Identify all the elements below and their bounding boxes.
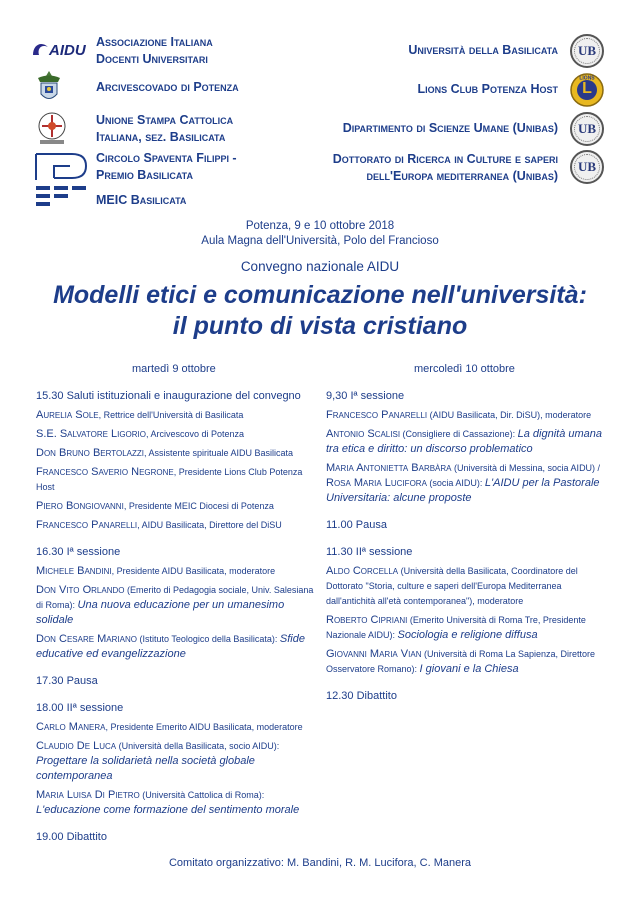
program-entry <box>36 701 318 716</box>
lions-logo-text: LIONS <box>579 75 595 82</box>
session-heading: 12.30 Dibattito <box>326 690 397 702</box>
speaker-name: Aldo Corcella <box>326 565 399 577</box>
program-entry <box>326 564 606 609</box>
speaker-affiliation: (Consigliere di Cassazione): <box>400 429 518 439</box>
program-entry <box>36 518 318 533</box>
program-entry <box>326 389 606 404</box>
program-entry <box>36 830 318 845</box>
speaker-affiliation: (Emerito Università di Roma Tre, Presidente Nazionale AIDU): <box>326 615 586 640</box>
org-arcivescovado: Arcivescovado di Potenza <box>96 80 239 94</box>
event-title-line2: il punto di vista cristiano <box>172 312 468 340</box>
talk-title: La dignità umana tra etica e diritto: un discorso problematico <box>326 428 603 455</box>
org-unibas: Università della Basilicata <box>408 43 558 57</box>
speaker-affiliation: (AIDU Basilicata, Dir. DiSU), moderatore <box>427 410 592 420</box>
speaker-affiliation: , Rettrice dell'Università di Basilicata <box>98 410 244 420</box>
event-venue: Aula Magna dell'Università, Polo del Francioso <box>201 235 439 247</box>
org-ucsi: Unione Stampa Cattolica Italiana, sez. Basilicata <box>96 113 234 144</box>
disu-seal-text: UB <box>577 121 597 136</box>
org-disu: Dipartimento di Scienze Umane (Unibas) <box>342 121 558 135</box>
program-entry <box>36 564 318 579</box>
svg-text:L: L <box>582 80 592 97</box>
program-entry <box>36 465 318 495</box>
speaker-name: Maria Antonietta Barbàra <box>326 462 452 474</box>
program-entry <box>326 408 606 423</box>
aidu-logo-text: AIDU <box>49 42 86 59</box>
dottorato-seal-text: UB <box>577 159 597 174</box>
speaker-name: Giovanni Maria Vian <box>326 648 422 660</box>
session-heading: 11.30 IIª sessione <box>326 546 413 558</box>
spavento-filippi-logo <box>32 150 90 212</box>
speaker-affiliation: (Università Cattolica di Roma): <box>139 790 265 800</box>
program-entry <box>36 446 318 461</box>
speaker-name: S.E. Salvatore Ligorio <box>36 428 146 440</box>
speaker-name: Francesco Saverio Negrone <box>36 466 174 478</box>
session-heading: 18.00 IIª sessione <box>36 702 124 714</box>
speaker-affiliation: , Presidente MEIC Diocesi di Potenza <box>123 501 274 511</box>
speaker-name: Rosa Maria Lucifora <box>326 477 427 489</box>
talk-title: Sfide educative ed evangelizzazione <box>36 633 305 660</box>
lions-club-logo <box>569 72 605 108</box>
speaker-name: Francesco Panarelli <box>326 409 428 421</box>
program-entry <box>326 427 606 457</box>
org-lions: Lions Club Potenza Host <box>417 82 558 96</box>
session-heading: 17.30 Pausa <box>36 675 98 687</box>
day2-label: mercoledì 10 ottobre <box>414 363 515 375</box>
program-entry <box>36 408 318 423</box>
program-entry <box>36 389 318 404</box>
speaker-name: Carlo Manera <box>36 721 106 733</box>
disu-seal-icon <box>570 112 604 146</box>
speaker-name: Antonio Scalisi <box>326 428 401 440</box>
program-entry <box>36 427 318 442</box>
speaker-affiliation: (Università della Basilicata, Coordinatore del Dottorato "Storia, culture e saperi dell'Europa Mediterranea dall'antichità all'età contemporanea"), moderatore <box>326 566 578 606</box>
speaker-affiliation: , Presidente Lions Club Potenza Host <box>36 467 303 492</box>
program-entry <box>326 545 606 560</box>
program-entry <box>36 674 318 689</box>
session-heading: 19.00 Dibattito <box>36 831 107 843</box>
talk-title: I giovani e la Chiesa <box>419 663 519 675</box>
talk-title: Sociologia e religione diffusa <box>397 629 538 641</box>
speaker-name: Michele Bandini <box>36 565 112 577</box>
program-entry <box>36 499 318 514</box>
speaker-affiliation: (Emerito di Pedagogia sociale, Univ. Salesiana di Roma): <box>36 585 314 610</box>
event-title <box>0 280 640 342</box>
program-entry <box>36 788 318 818</box>
session-heading: 11.00 Pausa <box>326 519 387 531</box>
org-dottorato: Dottorato di Ricerca in Culture e saperi dell'Europa mediterranea (Unibas) <box>332 152 558 183</box>
program-entry <box>326 647 606 677</box>
dottorato-seal-icon <box>570 150 604 184</box>
talk-title: L'AIDU per la Pastorale Universitaria: alcune proposte <box>326 477 600 504</box>
speaker-affiliation: (Istituto Teologico della Basilicata): <box>136 634 280 644</box>
organizing-committee: Comitato organizzativo: M. Bandini, R. M. Lucifora, C. Manera <box>168 857 471 869</box>
speaker-name: Don Cesare Mariano <box>36 633 137 645</box>
talk-title: L'educazione come formazione del sentimento morale <box>36 804 300 816</box>
day1-program <box>36 389 318 849</box>
event-title-line1: Modelli etici e comunicazione nell'università: <box>53 281 587 309</box>
unibas-seal-text: UB <box>577 43 597 58</box>
speaker-affiliation: (Università di Roma La Sapienza, Direttore Osservatore Romano): <box>326 649 596 674</box>
day1-label: martedì 9 ottobre <box>132 363 216 375</box>
speaker-name: Piero Bongiovanni <box>36 500 124 512</box>
event-date: Potenza, 9 e 10 ottobre 2018 <box>245 220 395 232</box>
session-heading: 16.30 Iª sessione <box>36 546 121 558</box>
speaker-affiliation: , Presidente AIDU Basilicata, moderatore <box>111 566 276 576</box>
program-entry <box>36 545 318 560</box>
talk-title: Una nuova educazione per un umanesimo solidale <box>36 599 285 626</box>
speaker-name: Roberto Cipriani <box>326 614 408 626</box>
org-circolo-spaventa: Circolo Spaventa Filippi - Premio Basilicata <box>96 151 237 182</box>
session-heading: 15.30 Saluti istituzionali e inaugurazione del convegno <box>36 390 301 402</box>
speaker-affiliation: , AIDU Basilicata, Direttore del DiSU <box>137 520 282 530</box>
speaker-affiliation: , Presidente Emerito AIDU Basilicata, moderatore <box>105 722 303 732</box>
talk-title: Progettare la solidarietà nella società globale contemporanea <box>36 755 255 782</box>
program-entry <box>326 613 606 643</box>
speaker-affiliation: , Arcivescovo di Potenza <box>146 429 245 439</box>
speaker-affiliation: (Università di Messina, socia AIDU) / <box>451 463 601 473</box>
speaker-name: Don Bruno Bertolazzi <box>36 447 144 459</box>
session-heading: 9,30 Iª sessione <box>326 390 405 402</box>
org-meic: MEIC Basilicata <box>96 193 187 207</box>
program-entry <box>36 739 318 784</box>
program-entry <box>326 689 606 704</box>
program-entry <box>326 461 606 506</box>
event-place <box>0 219 640 249</box>
ucsi-logo <box>32 111 72 147</box>
program-entry <box>36 720 318 735</box>
speaker-name: Aurelia Sole <box>36 409 99 421</box>
program-entry <box>36 583 318 628</box>
speaker-affiliation: , Assistente spirituale AIDU Basilicata <box>144 448 294 458</box>
speaker-name: Francesco Panarelli <box>36 519 138 531</box>
archdiocese-crest-icon <box>34 70 64 106</box>
convegno-label: Convegno nazionale AIDU <box>240 259 400 274</box>
unibas-seal-icon <box>570 34 604 68</box>
day2-program <box>326 389 606 708</box>
org-aidu: Associazione Italiana Docenti Universitari <box>96 35 213 66</box>
program-entry <box>326 518 606 533</box>
aidu-logo <box>30 38 90 60</box>
speaker-name: Claudio De Luca <box>36 740 117 752</box>
speaker-name: Maria Luisa Di Pietro <box>36 789 140 801</box>
speaker-name: Don Vito Orlando <box>36 584 125 596</box>
speaker-affiliation: (socia AIDU): <box>426 478 485 488</box>
program-entry <box>36 632 318 662</box>
speaker-affiliation: (Università della Basilicata, socio AIDU): <box>116 741 280 751</box>
